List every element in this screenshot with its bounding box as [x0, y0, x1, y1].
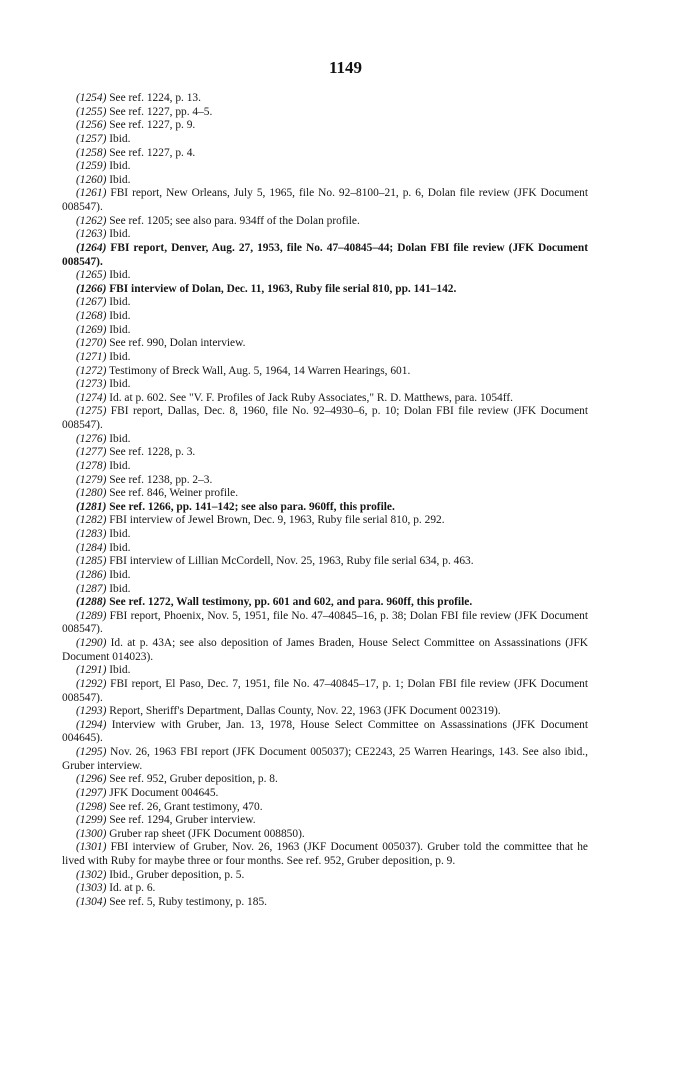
reference-note: [62, 378, 588, 392]
reference-note: [62, 801, 588, 815]
note-number: (1255): [76, 105, 107, 118]
reference-note: [62, 610, 588, 637]
note-text: See ref. 5, Ruby testimony, p. 185.: [106, 895, 267, 908]
note-text: Ibid.: [106, 350, 131, 363]
note-text: Ibid.: [106, 132, 131, 145]
note-number: (1295): [76, 746, 107, 758]
note-number: (1271): [76, 350, 107, 363]
reference-note: [62, 773, 588, 787]
note-number: (1302): [76, 868, 107, 881]
reference-note: [62, 787, 588, 801]
reference-note: [62, 337, 588, 351]
note-number: (1268): [76, 310, 107, 322]
note-text: Interview with Gruber, Jan. 13, 1978, House Select Committee on Assassinations (JFK Document 004645).: [62, 718, 588, 745]
note-text: Ibid.: [106, 228, 131, 241]
reference-note: [62, 896, 588, 910]
reference-note: [62, 487, 588, 501]
page-number: 1149: [328, 58, 363, 77]
reference-note: [62, 160, 588, 174]
note-text: See ref. 952, Gruber deposition, p. 8.: [106, 773, 278, 786]
note-number: (1265): [76, 269, 107, 282]
note-text: Ibid.: [106, 432, 131, 445]
note-number: (1260): [76, 173, 107, 186]
note-text: Ibid.: [106, 664, 131, 677]
reference-note: [62, 746, 588, 773]
note-number: (1264): [76, 241, 107, 254]
reference-note: [62, 678, 588, 705]
note-number: (1263): [76, 228, 107, 241]
note-text: See ref. 1228, p. 3.: [106, 446, 196, 459]
reference-note: [62, 283, 588, 297]
note-text: See ref. 990, Dolan interview.: [106, 337, 246, 350]
reference-note: [62, 528, 588, 542]
note-number: (1298): [76, 800, 107, 813]
note-text: Ibid.: [106, 528, 131, 540]
note-number: (1257): [76, 132, 107, 145]
reference-note: [62, 719, 588, 746]
note-number: (1282): [76, 514, 107, 527]
reference-note: [62, 405, 588, 432]
note-number: (1294): [76, 718, 107, 731]
note-number: (1256): [76, 119, 107, 132]
reference-note: [62, 187, 588, 214]
note-text: See ref. 846, Weiner profile.: [106, 487, 239, 500]
note-number: (1297): [76, 786, 107, 799]
reference-note: [62, 119, 588, 133]
note-number: (1304): [76, 895, 107, 908]
note-number: (1269): [76, 323, 107, 336]
note-number: (1272): [76, 364, 107, 377]
reference-note: [62, 460, 588, 474]
note-text: Ibid.: [106, 378, 131, 391]
note-number: (1258): [76, 146, 107, 159]
note-text: Id. at p. 43A; see also deposition of James Braden, House Select Committee on Assassinations (JFK Document 014023).: [62, 637, 588, 663]
note-number: (1301): [76, 841, 107, 854]
note-number: (1290): [76, 637, 107, 649]
note-number: (1275): [76, 405, 107, 418]
note-text: FBI report, Denver, Aug. 27, 1953, file No. 47–40845–44; Dolan FBI file review (JFK Document 008547).: [62, 241, 588, 268]
reference-note: [62, 174, 588, 188]
note-text: See ref. 26, Grant testimony, 470.: [106, 800, 263, 813]
note-text: See ref. 1224, p. 13.: [106, 92, 201, 104]
note-text: See ref. 1266, pp. 141–142; see also para. 960ff, this profile.: [106, 500, 395, 513]
reference-note: [62, 324, 588, 338]
note-text: FBI report, El Paso, Dec. 7, 1951, file No. 47–40845–17, p. 1; Dolan FBI file review (JFK Document 008547).: [62, 677, 588, 704]
reference-note: [62, 392, 588, 406]
note-number: (1286): [76, 568, 107, 581]
note-text: Ibid.: [106, 568, 131, 581]
note-text: Ibid., Gruber deposition, p. 5.: [106, 868, 245, 881]
note-number: (1284): [76, 541, 107, 554]
note-number: (1288): [76, 596, 107, 609]
note-text: Testimony of Breck Wall, Aug. 5, 1964, 14 Warren Hearings, 601.: [106, 364, 411, 377]
reference-note: [62, 583, 588, 597]
note-text: Ibid.: [106, 459, 131, 472]
note-text: JFK Document 004645.: [106, 786, 219, 799]
reference-note: [62, 269, 588, 283]
note-number: (1280): [76, 487, 107, 500]
note-text: Ibid.: [106, 160, 131, 173]
note-number: (1291): [76, 664, 107, 677]
note-text: See ref. 1238, pp. 2–3.: [106, 473, 213, 486]
reference-note: [62, 555, 588, 569]
note-number: (1273): [76, 378, 107, 391]
note-number: (1287): [76, 582, 107, 595]
reference-note: [62, 215, 588, 229]
note-number: (1274): [76, 391, 107, 404]
note-text: Id. at p. 602. See "V. F. Profiles of Jack Ruby Associates," R. D. Matthews, para. 1054ff.: [106, 391, 513, 404]
note-number: (1303): [76, 882, 107, 895]
reference-note: [62, 92, 588, 106]
note-text: FBI report, Phoenix, Nov. 5, 1951, file No. 47–40845–16, p. 38; Dolan FBI file review (JFK Document 008547).: [62, 609, 588, 636]
note-text: Ibid.: [106, 323, 131, 336]
note-text: FBI interview of Lillian McCordell, Nov. 25, 1963, Ruby file serial 634, p. 463.: [106, 555, 474, 568]
reference-note: [62, 133, 588, 147]
note-text: Id. at p. 6.: [106, 882, 156, 895]
reference-note: [62, 106, 588, 120]
note-number: (1285): [76, 555, 107, 568]
reference-note: [62, 296, 588, 310]
note-number: (1289): [76, 609, 107, 622]
reference-note: [62, 147, 588, 161]
note-number: (1277): [76, 446, 107, 459]
note-number: (1299): [76, 814, 107, 827]
reference-note: [62, 365, 588, 379]
note-number: (1292): [76, 677, 107, 690]
reference-note: [62, 474, 588, 488]
note-text: See ref. 1294, Gruber interview.: [106, 814, 256, 827]
note-number: (1293): [76, 705, 107, 718]
reference-note: [62, 869, 588, 883]
note-text: Ibid.: [106, 310, 131, 322]
note-text: See ref. 1272, Wall testimony, pp. 601 and 602, and para. 960ff, this profile.: [106, 596, 473, 609]
reference-note: [62, 841, 588, 868]
reference-note: [62, 705, 588, 719]
note-text: Ibid.: [106, 269, 131, 282]
reference-note: [62, 542, 588, 556]
reference-note: [62, 242, 588, 269]
reference-note: [62, 828, 588, 842]
note-text: See ref. 1227, p. 9.: [106, 119, 196, 132]
note-text: FBI interview of Dolan, Dec. 11, 1963, Ruby file serial 810, pp. 141–142.: [106, 282, 457, 295]
note-text: Nov. 26, 1963 FBI report (JFK Document 005037); CE2243, 25 Warren Hearings, 143. See also ibid., Gruber interview.: [62, 746, 588, 772]
note-text: See ref. 1227, p. 4.: [106, 146, 196, 159]
reference-note: [62, 310, 588, 324]
note-text: Ibid.: [106, 541, 131, 554]
reference-note: [62, 569, 588, 583]
reference-note: [62, 637, 588, 664]
note-text: Ibid.: [106, 173, 131, 186]
note-number: (1283): [76, 528, 107, 540]
note-number: (1261): [76, 187, 107, 200]
note-number: (1296): [76, 773, 107, 786]
reference-note: [62, 501, 588, 515]
reference-note: [62, 814, 588, 828]
note-number: (1278): [76, 459, 107, 472]
reference-note: [62, 882, 588, 896]
note-text: Ibid.: [106, 582, 131, 595]
note-text: Report, Sheriff's Department, Dallas County, Nov. 22, 1963 (JFK Document 002319).: [106, 705, 501, 718]
note-number: (1281): [76, 500, 107, 513]
reference-note: [62, 514, 588, 528]
note-number: (1279): [76, 473, 107, 486]
note-number: (1259): [76, 160, 107, 173]
reference-note: [62, 433, 588, 447]
note-number: (1267): [76, 296, 107, 309]
note-number: (1276): [76, 432, 107, 445]
note-text: FBI interview of Jewel Brown, Dec. 9, 1963, Ruby file serial 810, p. 292.: [106, 514, 445, 527]
note-text: FBI interview of Gruber, Nov. 26, 1963 (JKF Document 005037). Gruber told the committee that he lived with Ruby for maybe three or four months. See ref. 952, Gruber deposition, p. 9.: [62, 841, 588, 867]
note-text: FBI report, Dallas, Dec. 8, 1960, file No. 92–4930–6, p. 10; Dolan FBI file review (JFK Document 008547).: [62, 405, 588, 431]
note-text: FBI report, New Orleans, July 5, 1965, file No. 92–8100–21, p. 6, Dolan file review (JFK Document 008547).: [62, 187, 588, 213]
reference-note: [62, 664, 588, 678]
note-number: (1266): [76, 282, 107, 295]
note-text: Gruber rap sheet (JFK Document 008850).: [106, 827, 305, 840]
note-number: (1254): [76, 92, 107, 104]
reference-note: [62, 351, 588, 365]
note-number: (1300): [76, 827, 107, 840]
reference-note: [62, 228, 588, 242]
note-number: (1270): [76, 337, 107, 350]
reference-notes-list: [62, 92, 588, 910]
note-text: See ref. 1227, pp. 4–5.: [106, 105, 213, 118]
note-number: (1262): [76, 214, 107, 227]
note-text: See ref. 1205; see also para. 934ff of the Dolan profile.: [106, 214, 360, 227]
reference-note: [62, 446, 588, 460]
reference-note: [62, 596, 588, 610]
note-text: Ibid.: [106, 296, 131, 309]
